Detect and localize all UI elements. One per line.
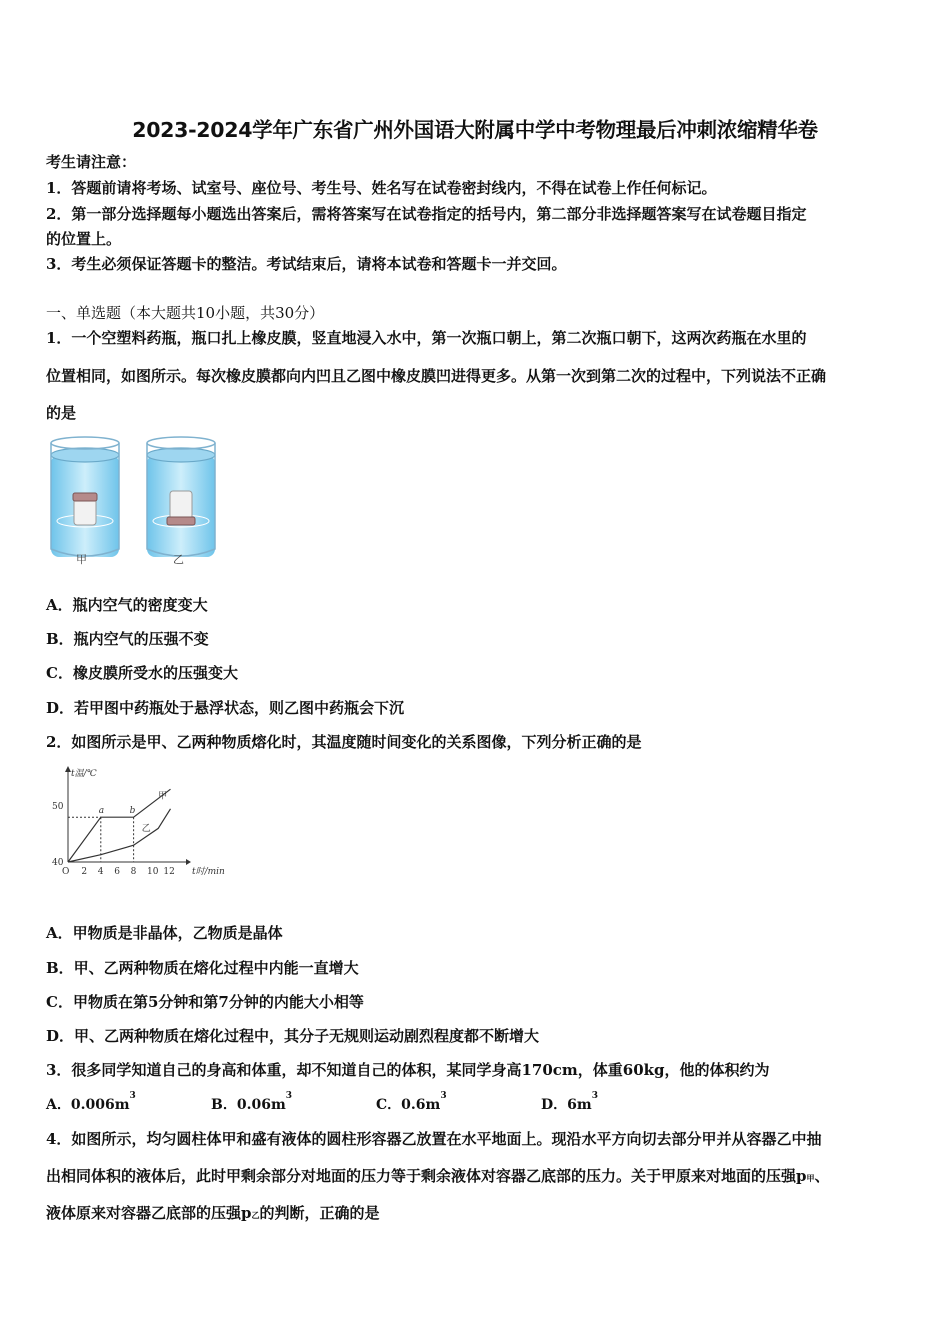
beaker-yi (147, 437, 215, 557)
x-tick-label: 8 (130, 867, 137, 877)
x-axis-label: t时/min (192, 867, 225, 877)
y-tick-label: 40 (52, 858, 64, 868)
section-heading: 一、单选题（本大题共10小题，共30分） (46, 304, 325, 322)
q2-stem: 2．如图所示是甲、乙两种物质熔化时，其温度随时间变化的关系图像，下列分析正确的是 (46, 733, 642, 751)
q3-stem: 3．很多同学知道自己的身高和体重，却不知道自己的体积，某同学身高170cm，体重60kg，他的体积约为 (46, 1061, 770, 1079)
beaker-jia (51, 437, 119, 557)
series-label: 乙 (141, 824, 151, 835)
x-tick-label: 6 (114, 867, 120, 877)
q2-option[interactable]: B．甲、乙两种物质在熔化过程中内能一直增大 (46, 959, 359, 977)
q1-stem-line: 位置相同，如图所示。每次橡皮膜都向内凹且乙图中橡皮膜凹进得更多。从第一次到第二次的过程中，下列说法不正确 (46, 367, 827, 385)
q3-option-b[interactable]: B．$0.06m^3$ (211, 1091, 293, 1113)
y-axis-label: t温/℃ (71, 769, 97, 779)
q1-figure (46, 435, 226, 570)
q1-stem-line: 1．一个空塑料药瓶，瓶口扎上橡皮膜，竖直地浸入水中，第一次瓶口朝上，第二次瓶口朝下，这两次药瓶在水里的 (46, 329, 807, 347)
figure-label: 乙 (173, 553, 184, 566)
x-tick-label: O (62, 867, 70, 877)
series-label: 甲 (158, 791, 168, 802)
q1-option[interactable]: B．瓶内空气的压强不变 (46, 630, 209, 648)
x-tick-label: 2 (81, 867, 88, 877)
q1-option[interactable]: D．若甲图中药瓶处于悬浮状态，则乙图中药瓶会下沉 (46, 699, 405, 717)
x-tick-label: 4 (97, 867, 104, 877)
q4-stem-line: 4．如图所示，均匀圆柱体甲和盛有液体的圆柱形容器乙放置在水平地面上。现沿水平方向切去部分甲并从容器乙中抽 (46, 1130, 822, 1148)
x-tick-label: 10 (147, 867, 159, 877)
q2-option[interactable]: C．甲物质在第5分钟和第7分钟的内能大小相等 (46, 993, 364, 1011)
figure-label: 甲 (76, 553, 87, 566)
q1-stem-line: 的是 (46, 404, 77, 422)
q2-chart (48, 762, 225, 882)
notice-item: 的位置上。 (46, 230, 122, 248)
notice-heading: 考生请注意： (46, 153, 137, 171)
q4-stem-line: 液体原来对容器乙底部的压强p乙的判断，正确的是 (46, 1204, 380, 1222)
notice-item: 3．考生必须保证答题卡的整洁。考试结束后，请将本试卷和答题卡一并交回。 (46, 255, 567, 273)
q4-stem-line: 出相同体积的液体后，此时甲剩余部分对地面的压力等于剩余液体对容器乙底部的压力。关于甲原来对地面的压强p甲、 (46, 1167, 830, 1185)
q1-option[interactable]: A．瓶内空气的密度变大 (46, 596, 208, 614)
notice-item: 2．第一部分选择题每小题选出答案后，需将答案写在试卷指定的括号内，第二部分非选择题答案写在试卷题目指定 (46, 205, 807, 223)
notice-item: 1．答题前请将考场、试室号、座位号、考生号、姓名写在试卷密封线内，不得在试卷上作任何标记。 (46, 179, 717, 197)
series-line-甲 (68, 789, 171, 862)
point-label: b (129, 806, 136, 817)
q2-option[interactable]: A．甲物质是非晶体，乙物质是晶体 (46, 924, 283, 942)
x-tick-label: 12 (163, 867, 175, 877)
page-title: 2023-2024学年广东省广州外国语大附属中学中考物理最后冲刺浓缩精华卷 (132, 118, 818, 142)
y-tick-label: 50 (52, 802, 64, 812)
point-label: a (98, 806, 105, 817)
q2-option[interactable]: D．甲、乙两种物质在熔化过程中，其分子无规则运动剧烈程度都不断增大 (46, 1027, 540, 1045)
q3-option-a[interactable]: A．$0.006m^3$ (46, 1091, 136, 1113)
x-axis-arrow (186, 859, 191, 865)
q3-option-c[interactable]: C．$0.6m^3$ (376, 1091, 447, 1113)
q1-option[interactable]: C．橡皮膜所受水的压强变大 (46, 664, 238, 682)
q3-option-d[interactable]: D．$6m^3$ (541, 1091, 598, 1113)
